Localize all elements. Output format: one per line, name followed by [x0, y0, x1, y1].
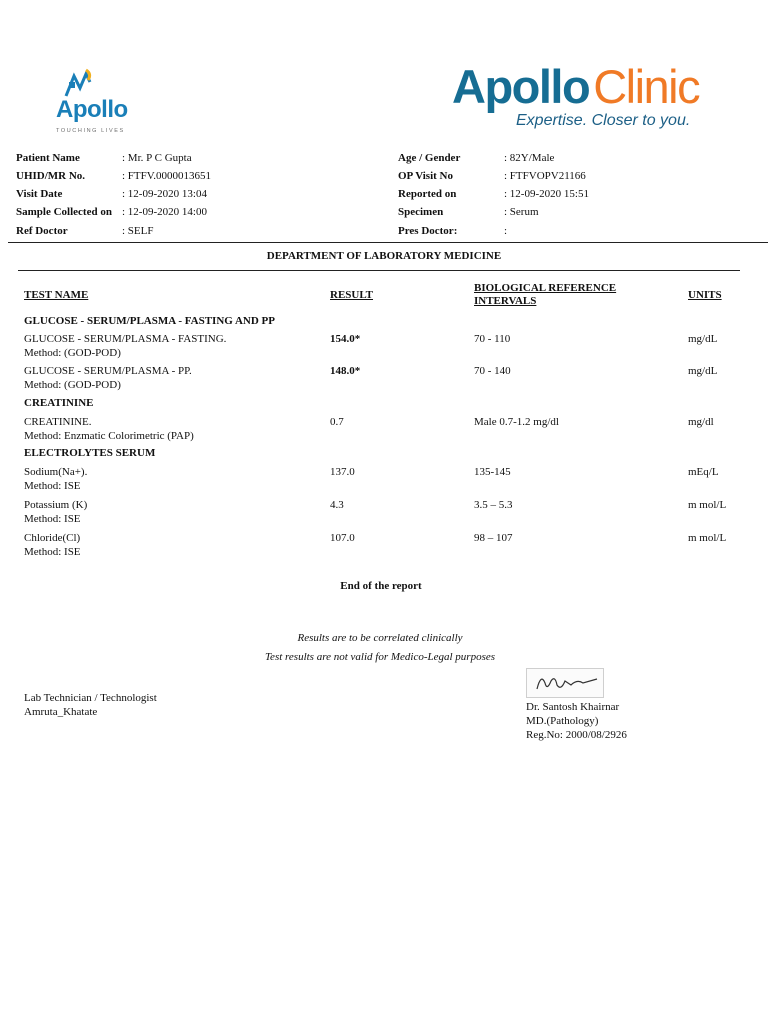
specimen-value: : Serum	[504, 206, 539, 218]
test-name-cell: Sodium(Na+). Method: ISE	[24, 466, 88, 492]
test-name-cell: CREATININE. Method: Enzmatic Colorimetric (PAP)	[24, 416, 194, 442]
reference-cell: 135-145	[474, 466, 511, 478]
test-name-cell: Potassium (K) Method: ISE	[24, 499, 88, 525]
doctor-block	[526, 700, 627, 742]
sample-collected-label: Sample Collected on	[16, 206, 112, 218]
ref-doctor-value: : SELF	[122, 225, 154, 237]
apollo-clinic-brand: ApolloClinic	[452, 60, 700, 113]
reference-header: BIOLOGICAL REFERENCE INTERVALS	[474, 282, 617, 307]
department-title: DEPARTMENT OF LABORATORY MEDICINE	[266, 250, 502, 262]
units-cell: mg/dL	[688, 365, 718, 377]
end-of-report: End of the report	[340, 580, 422, 592]
signature-scribble-icon	[527, 669, 603, 697]
test-name-header: TEST NAME	[24, 289, 89, 301]
reference-cell: 70 - 140	[474, 365, 511, 377]
doctor-signature	[526, 668, 604, 698]
pres-doctor-label: Pres Doctor:	[398, 225, 458, 237]
patient-name-value: : Mr. P C Gupta	[122, 152, 192, 164]
specimen-label: Specimen	[398, 206, 444, 218]
test-name-cell: GLUCOSE - SERUM/PLASMA - PP. Method: (GOD-POD)	[24, 365, 192, 391]
units-cell: mg/dl	[688, 416, 714, 428]
result-cell: 148.0*	[330, 365, 361, 377]
apollo-logo-tagline: TOUCHING LIVES	[56, 128, 125, 134]
patient-name-label: Patient Name	[16, 152, 80, 164]
result-header: RESULT	[330, 289, 374, 301]
units-cell: mg/dL	[688, 333, 718, 345]
uhid-label: UHID/MR No.	[16, 170, 86, 182]
reference-cell: Male 0.7-1.2 mg/dl	[474, 416, 559, 428]
apollo-logo-word: Apollo	[56, 96, 128, 123]
sample-collected-value: : 12-09-2020 14:00	[122, 206, 207, 218]
uhid-value: : FTFV.0000013651	[122, 170, 212, 182]
visit-date-value: : 12-09-2020 13:04	[122, 188, 207, 200]
units-cell: mEq/L	[688, 466, 719, 478]
technician-name: Amruta_Khatate	[24, 706, 98, 718]
reported-on-label: Reported on	[398, 188, 457, 200]
units-cell: m mol/L	[688, 499, 727, 511]
visit-date-label: Visit Date	[16, 188, 63, 200]
units-header: UNITS	[688, 289, 722, 301]
section-title-creatinine: CREATININE	[24, 397, 94, 409]
pres-doctor-value: :	[504, 225, 508, 237]
units-cell: m mol/L	[688, 532, 727, 544]
note-correlate: Results are to be correlated clinically	[297, 632, 463, 644]
result-cell: 107.0	[330, 532, 355, 544]
doctor-qualification: MD.(Pathology)	[526, 715, 599, 727]
technician-block	[24, 691, 157, 719]
department-divider	[18, 270, 740, 271]
op-visit-value: : FTFVOPV21166	[504, 170, 586, 182]
section-title-glucose: GLUCOSE - SERUM/PLASMA - FASTING AND PP	[24, 315, 275, 327]
doctor-reg: Reg.No: 2000/08/2926	[526, 729, 627, 741]
apollo-logo	[52, 68, 142, 138]
doctor-name: Dr. Santosh Khairnar	[526, 701, 620, 713]
header-divider	[8, 242, 768, 243]
test-name-cell: GLUCOSE - SERUM/PLASMA - FASTING. Method: (GOD-POD)	[24, 333, 227, 359]
result-cell: 137.0	[330, 466, 355, 478]
reference-cell: 98 – 107	[474, 532, 513, 544]
note-medico-legal: Test results are not valid for Medico-Legal purposes	[264, 651, 496, 663]
age-gender-label: Age / Gender	[398, 152, 461, 164]
result-cell: 0.7	[330, 416, 344, 428]
age-gender-value: : 82Y/Male	[504, 152, 555, 164]
result-cell: 4.3	[330, 499, 344, 511]
section-title-electrolytes: ELECTROLYTES SERUM	[24, 447, 156, 459]
reported-on-value: : 12-09-2020 15:51	[504, 188, 589, 200]
ref-doctor-label: Ref Doctor	[16, 225, 68, 237]
reference-cell: 3.5 – 5.3	[474, 499, 513, 511]
technician-role: Lab Technician / Technologist	[24, 692, 157, 704]
apollo-clinic-tagline: Expertise. Closer to you.	[516, 112, 691, 129]
op-visit-label: OP Visit No	[398, 170, 454, 182]
apollo-clinic-logo	[452, 62, 702, 134]
test-name-cell: Chloride(Cl) Method: ISE	[24, 532, 81, 558]
reference-cell: 70 - 110	[474, 333, 511, 345]
result-cell: 154.0*	[330, 333, 361, 345]
